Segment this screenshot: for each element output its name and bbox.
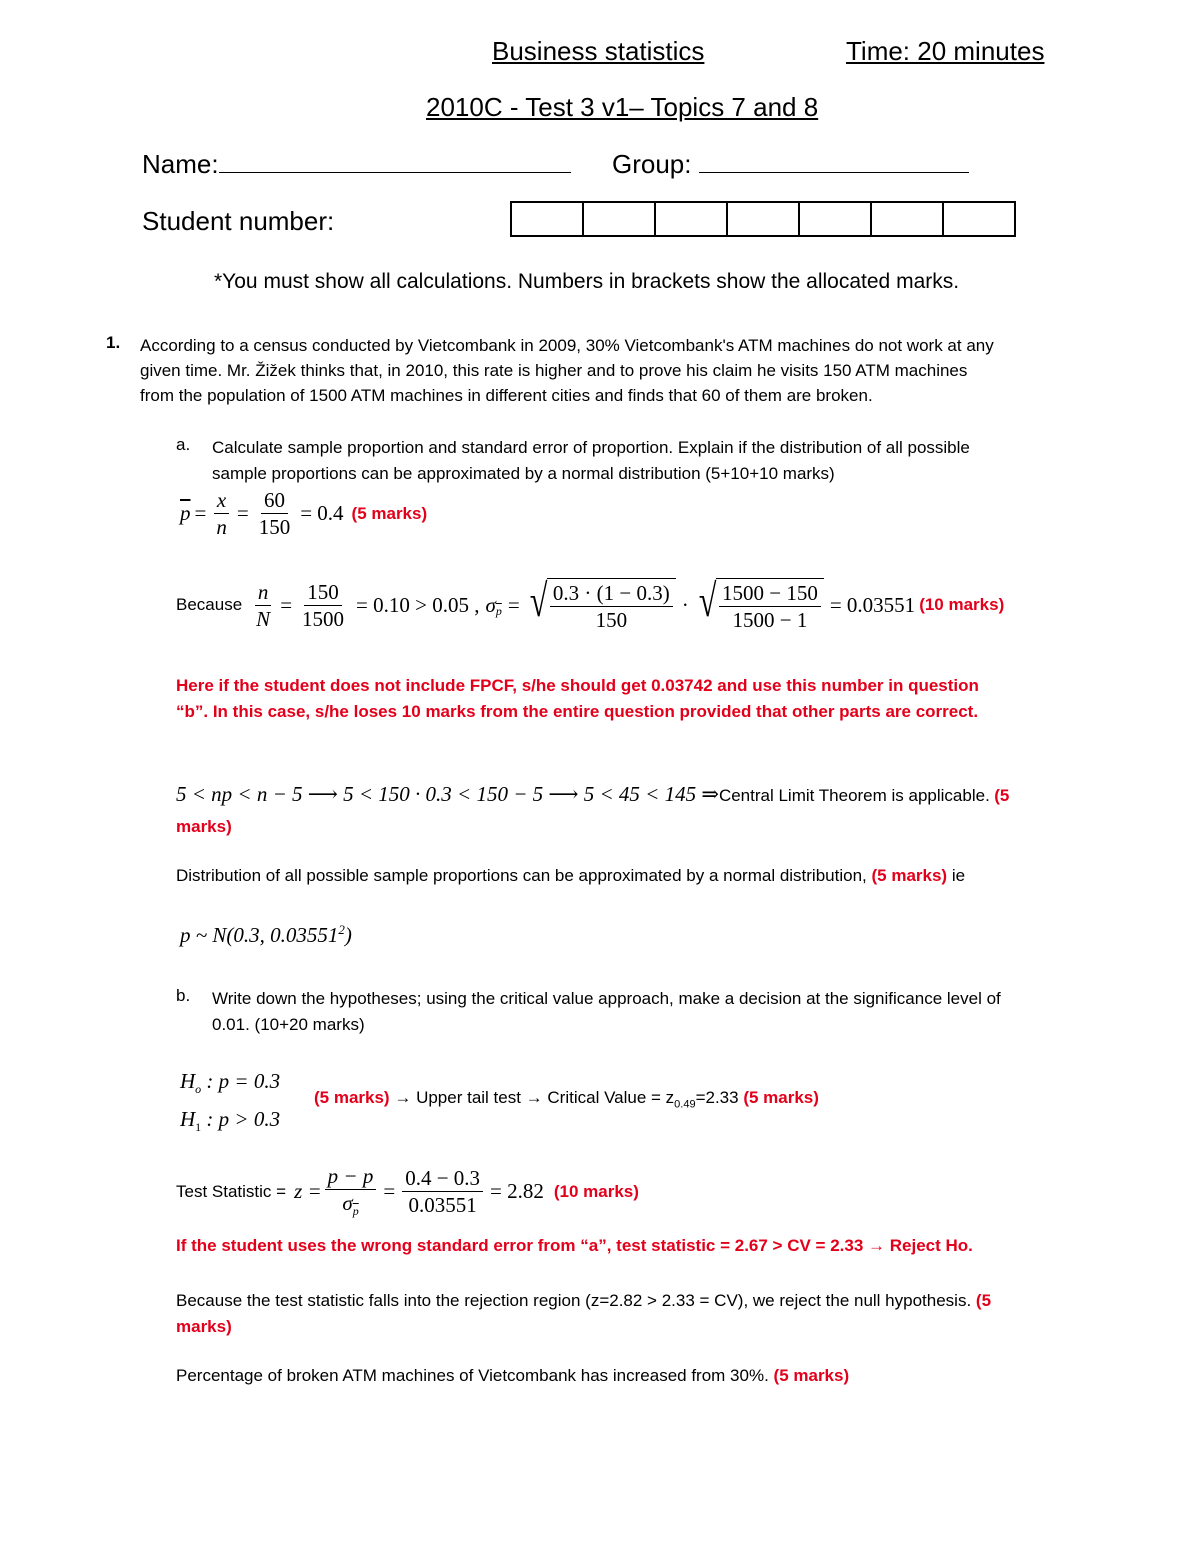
test-statistic-label: Test Statistic =	[176, 1181, 287, 1201]
frac-den: n	[216, 515, 227, 540]
part-a-text-line: Calculate sample proportion and standard error of proportion. Explain if the distribution of all possible	[212, 438, 970, 457]
critical-value-line	[314, 1088, 819, 1110]
marks-badge: (5	[994, 786, 1010, 805]
marks-badge: (10 marks)	[919, 595, 1005, 615]
sigma-symbol: σ	[485, 592, 496, 617]
group-label: Group:	[612, 149, 692, 179]
student-number-label: Student number:	[142, 206, 335, 236]
frac-num: n	[255, 580, 272, 606]
marks-badge: (5 marks)	[871, 866, 948, 885]
p-bar: $\overline{p}$	[180, 501, 191, 526]
eq-result: = 0.03551	[829, 592, 916, 617]
course-title: Business statistics	[492, 36, 705, 66]
name-blank[interactable]	[219, 148, 571, 173]
decision-statement	[176, 1288, 1126, 1340]
critical-value-text: → Upper tail test → Critical Value = z	[394, 1088, 675, 1107]
hypotheses	[180, 1066, 280, 1142]
conclusion-statement	[176, 1366, 849, 1386]
digit-box[interactable]	[655, 202, 727, 236]
frac-den: 150	[595, 608, 628, 633]
h1-statement: : p > 0.3	[206, 1107, 281, 1132]
frac-num: 60	[261, 488, 288, 514]
digit-box[interactable]	[727, 202, 799, 236]
frac-num: x	[214, 488, 229, 514]
comparison: = 0.10 > 0.05 ,	[356, 592, 480, 617]
frac-num: 0.4 − 0.3	[402, 1166, 483, 1192]
digit-box[interactable]	[511, 202, 583, 236]
dist-close: )	[344, 923, 352, 947]
question-text	[140, 333, 994, 408]
note-line: Here if the student does not include FPCF, s/he should get 0.03742 and use this number in question	[176, 676, 979, 695]
part-a-text	[212, 435, 970, 487]
question-text-line: from the population of 1500 ATM machines in different cities and finds that 60 of them are broken.	[140, 386, 873, 405]
part-a-text-line: sample proportions can be approximated by a normal distribution (5+10+10 marks)	[212, 464, 835, 483]
part-b-text	[212, 986, 1001, 1038]
dist-exponent: 2	[338, 922, 345, 937]
part-b-letter: b.	[176, 986, 191, 1005]
standard-error-equation: Because $\frac{n}{N}$ = $\frac{150}{1500}$ = 0.10 > 0.05 , σ $_{\overline{p}}$ = √ $\frac{0.3 \cdot (1 - 0.3)}{150}$ · √ $\frac{1500 - 150}{1500 - 1}$ = 0.03551 (10 marks)	[176, 575, 1005, 633]
marks-badge: (5 marks)	[743, 1088, 819, 1107]
z-sub: 0.49	[674, 1098, 696, 1111]
frac-den: 1500	[302, 606, 345, 631]
dist-eq-body: p ~ N(0.3, 0.03551	[180, 923, 339, 947]
z-symbol: z =	[294, 1179, 322, 1204]
digit-box[interactable]	[583, 202, 655, 236]
marks-badge: marks)	[176, 817, 232, 836]
grading-note-wrong-se: If the student uses the wrong standard error from “a”, test statistic = 2.67 > CV = 2.33 → Reject Ho.	[176, 1236, 973, 1255]
note-line: “b”. In this case, s/he loses 10 marks from the entire question provided that other parts are correct.	[176, 702, 979, 721]
decision-text: Because the test statistic falls into the rejection region (z=2.82 > 2.33 = CV), we reject the null hypothesis.	[176, 1291, 972, 1310]
frac-den: N	[256, 606, 271, 631]
frac-den: 1500 − 1	[732, 608, 808, 633]
distribution-statement	[176, 866, 965, 886]
time-limit: Time: 20 minutes	[846, 36, 1045, 66]
conclusion-text: Percentage of broken ATM machines of Vietcombank has increased from 30%.	[176, 1366, 769, 1385]
marks-badge: (5 marks)	[314, 1088, 390, 1107]
ie-text: ie	[951, 866, 966, 885]
eq-result: = 0.4	[300, 501, 344, 526]
question-text-line: given time. Mr. Žižek thinks that, in 2010, this rate is higher and to prove his claim he visits 150 ATM machines	[140, 361, 968, 380]
h1-sub: 1	[195, 1120, 202, 1135]
marks-badge: marks)	[176, 1317, 232, 1336]
distribution-equation	[180, 922, 352, 948]
h0-sub: o	[195, 1082, 202, 1097]
part-b-text-line: 0.01. (10+20 marks)	[212, 1015, 365, 1034]
digit-box[interactable]	[871, 202, 943, 236]
h0-symbol: H	[180, 1069, 196, 1093]
h1-symbol: H	[180, 1107, 196, 1132]
test-statistic-equation: Test Statistic = z = $\frac{p - p}{\sigma_{\overline{p}}}$ = $\frac{0.4 - 0.3}{0.03551}$ = 2.82 (10 marks)	[176, 1164, 639, 1219]
marks-badge: (10 marks)	[553, 1181, 639, 1201]
marks-badge: (5	[975, 1291, 992, 1310]
digit-box[interactable]	[943, 202, 1015, 236]
sigma-symbol: σ	[342, 1191, 353, 1216]
question-text-line: According to a census conducted by Vietcombank in 2009, 30% Vietcombank's ATM machines do not work at any	[140, 336, 994, 355]
frac-num: p − p	[325, 1164, 377, 1190]
name-label: Name:	[142, 149, 219, 179]
because-label: Because	[176, 595, 243, 615]
part-b-text-line: Write down the hypotheses; using the critical value approach, make a decision at the significance level of	[212, 989, 1001, 1008]
frac-den: 150	[258, 515, 291, 540]
digit-box[interactable]	[799, 202, 871, 236]
instructions: *You must show all calculations. Numbers in brackets show the allocated marks.	[214, 270, 960, 293]
h0-statement: : p = 0.3	[206, 1069, 281, 1093]
frac-num: 150	[304, 580, 342, 606]
frac-den: 0.03551	[408, 1193, 477, 1218]
name-field[interactable]	[142, 148, 571, 180]
group-field[interactable]	[612, 148, 969, 180]
frac-num: 0.3 · (1 − 0.3)	[550, 581, 673, 607]
frac-num: 1500 − 150	[719, 581, 821, 607]
critical-value-number: =2.33	[695, 1088, 739, 1107]
marks-badge: (5 marks)	[773, 1366, 850, 1385]
clt-text: Central Limit Theorem is applicable.	[718, 786, 990, 805]
part-a-letter: a.	[176, 435, 191, 454]
clt-check	[176, 779, 1126, 843]
group-blank[interactable]	[699, 148, 969, 173]
student-number-boxes[interactable]	[510, 201, 1016, 237]
distribution-text: Distribution of all possible sample proportions can be approximated by a normal distribution,	[176, 866, 867, 885]
clt-equation: 5 < np < n − 5 ⟶ 5 < 150 · 0.3 < 150 − 5 ⟶ 5 < 45 < 145 ⇒	[176, 782, 719, 806]
question-number: 1.	[106, 333, 121, 352]
test-title: 2010C - Test 3 v1– Topics 7 and 8	[426, 92, 819, 122]
marks-badge: (5 marks)	[351, 503, 428, 523]
sample-proportion-equation: $\overline{p}$ = $\frac{x}{n}$ = $\frac{60}{150}$ = 0.4 (5 marks)	[180, 488, 428, 540]
eq-result: = 2.82	[490, 1179, 544, 1204]
grading-note-fpcf	[176, 673, 1126, 725]
frac-den: $\sigma_{\overline{p}}$	[342, 1191, 359, 1219]
